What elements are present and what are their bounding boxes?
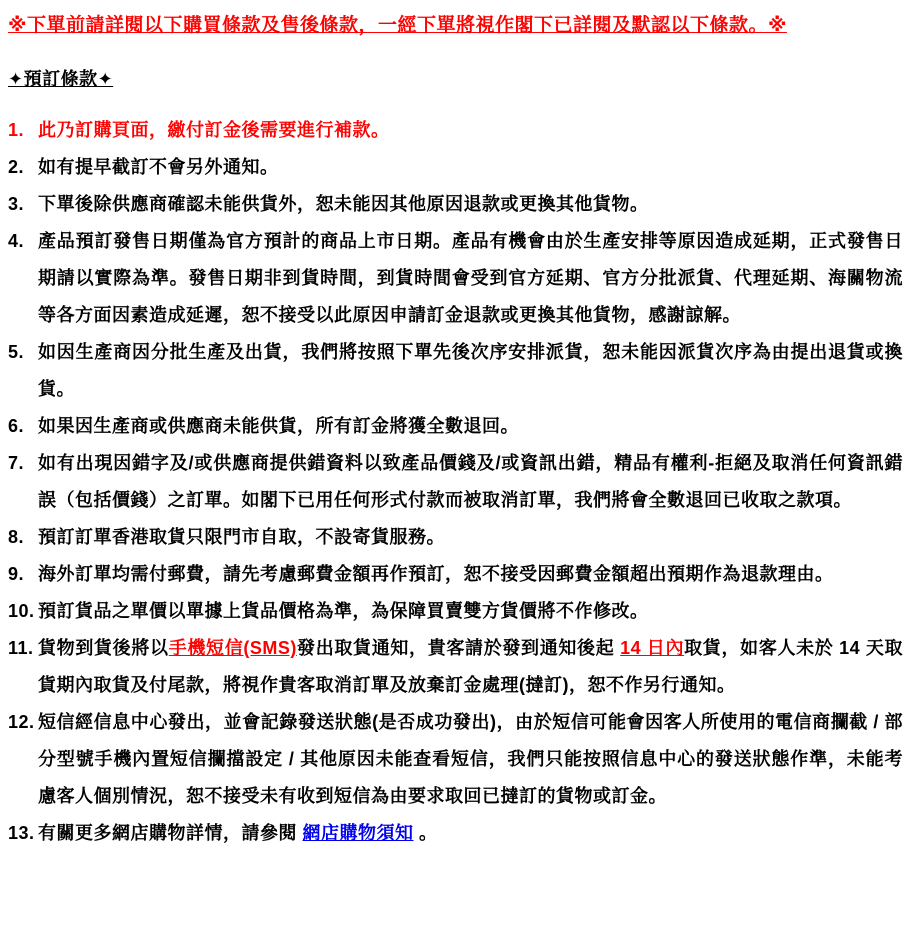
term-number: 6.	[8, 416, 25, 436]
term-number: 8.	[8, 527, 25, 547]
term-number: 10.	[8, 601, 35, 621]
term-text-segment: 。	[413, 823, 438, 843]
term-text-segment: 此乃訂購頁面，繳付訂金後需要進行補款。	[38, 120, 390, 140]
store-shopping-guide-link[interactable]: 網店購物須知	[302, 823, 414, 843]
term-text	[38, 149, 903, 186]
term-text	[38, 334, 903, 408]
term-item	[8, 556, 903, 593]
term-text-segment: 有關更多網店購物詳情，請參閱	[38, 823, 303, 843]
term-item	[8, 593, 903, 630]
term-text-segment: 取貨，如客人未於 14 天取貨期內取貨及付尾款，將視作貴客取消訂單及放棄訂金處理(撻訂)，恕不作另行通知。	[38, 638, 903, 695]
term-item	[8, 408, 903, 445]
term-number: 11.	[8, 638, 34, 658]
term-number: 13.	[8, 823, 35, 843]
term-text-segment: 產品預訂發售日期僅為官方預計的商品上市日期。產品有機會由於生產安排等原因造成延期，正式發售日期請以實際為準。發售日期非到貨時間，到貨時間會受到官方延期、官方分批派貨、代理延期、海關物流等各方面因素造成延遲，恕不接受以此原因申請訂金退款或更換其他貨物，感謝諒解。	[38, 231, 903, 325]
term-number: 5.	[8, 342, 25, 362]
term-item	[8, 704, 903, 815]
term-text-segment: 海外訂單均需付郵費，請先考慮郵費金額再作預訂，恕不接受因郵費金額超出預期作為退款理由。	[38, 564, 834, 584]
term-item	[8, 334, 903, 408]
term-item	[8, 630, 903, 704]
term-text-segment: 短信經信息中心發出，並會記錄發送狀態(是否成功發出)，由於短信可能會因客人所使用的電信商攔截 / 部分型號手機內置短信攔擋設定 / 其他原因未能查看短信，我們只能按照信息中心的發送狀態作準，未能考慮客人個別情況，恕不接受未有收到短信為由要求取回已撻訂的貨物或訂金。	[38, 712, 903, 806]
term-item	[8, 186, 903, 223]
term-text-segment: 手機短信(SMS)	[168, 638, 297, 658]
term-text-segment: 如果因生產商或供應商未能供貨，所有訂金將獲全數退回。	[38, 416, 519, 436]
term-item	[8, 815, 903, 852]
term-text	[38, 112, 903, 149]
term-number: 7.	[8, 453, 25, 473]
term-text	[38, 223, 903, 334]
term-text-segment: 下單後除供應商確認未能供貨外，恕未能因其他原因退款或更換其他貨物。	[38, 194, 649, 214]
term-text-segment: 預訂貨品之單價以單據上貨品價格為準，為保障買賣雙方貨價將不作修改。	[38, 601, 649, 621]
term-text	[38, 630, 903, 704]
term-text	[38, 704, 903, 815]
term-number: 9.	[8, 564, 25, 584]
term-text-segment: 14 日內	[620, 638, 685, 658]
term-text	[38, 556, 903, 593]
term-text	[38, 815, 903, 852]
term-number: 12.	[8, 712, 35, 732]
term-item	[8, 149, 903, 186]
term-text	[38, 186, 903, 223]
term-text-segment: 貨物到貨後將以	[38, 638, 169, 658]
terms-list	[8, 112, 903, 852]
term-text	[38, 408, 903, 445]
term-text-segment: 預訂訂單香港取貨只限門市自取，不設寄貨服務。	[38, 527, 445, 547]
term-text-segment: 如因生產商因分批生產及出貨，我們將按照下單先後次序安排派貨，恕未能因派貨次序為由提出退貨或換貨。	[38, 342, 903, 399]
term-number: 1.	[8, 120, 25, 140]
term-text	[38, 519, 903, 556]
term-item	[8, 112, 903, 149]
term-item	[8, 445, 903, 519]
term-text-segment: 如有提早截訂不會另外通知。	[38, 157, 279, 177]
term-number: 3.	[8, 194, 25, 214]
preorder-terms-header: ✦預訂條款✦	[8, 69, 114, 89]
term-text-segment: 發出取貨通知，貴客請於發到通知後起	[296, 638, 621, 658]
term-text	[38, 445, 903, 519]
term-number: 2.	[8, 157, 25, 177]
term-number: 4.	[8, 231, 25, 251]
purchase-notice-title: ※下單前請詳閱以下購買條款及售後條款，一經下單將視作閣下已詳閱及默認以下條款。※	[8, 15, 787, 36]
term-item	[8, 519, 903, 556]
term-text-segment: 如有出現因錯字及/或供應商提供錯資料以致產品價錢及/或資訊出錯，精品有權利-拒絕及取消任何資訊錯誤（包括價錢）之訂單。如閣下已用任何形式付款而被取消訂單，我們將會全數退回已收取之款項。	[38, 453, 903, 510]
term-item	[8, 223, 903, 334]
term-text	[38, 593, 903, 630]
